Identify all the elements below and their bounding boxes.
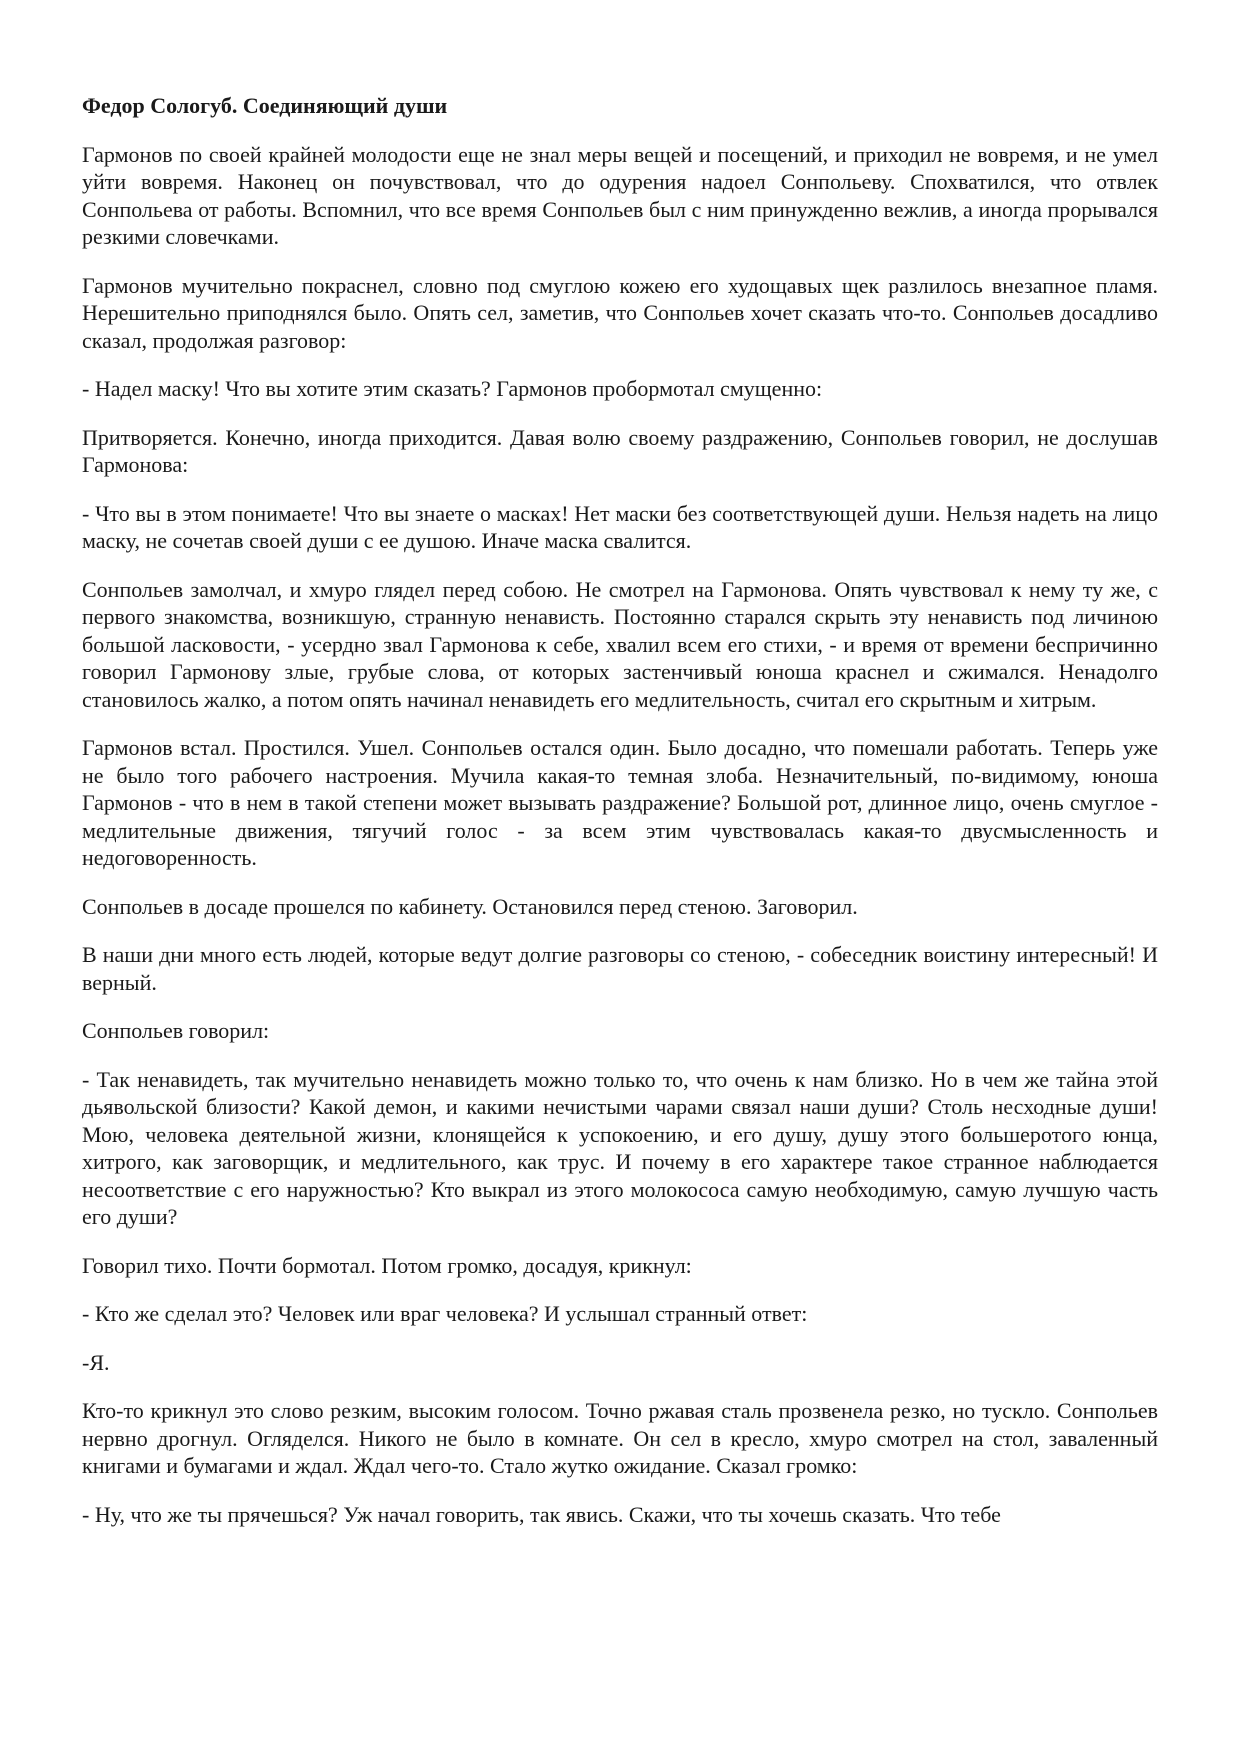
paragraph-4: Притворяется. Конечно, иногда приходится. Давая волю своему раздражению, Сонпольев говорил, не дослушав Гармонова:	[82, 424, 1158, 477]
paragraph-1: Гармонов по своей крайней молодости еще не знал меры вещей и посещений, и приходил не вовремя, и не умел уйти вовремя. Наконец он почувствовал, что до одурения надоел Сонпольеву. Спохватился, что отвлек Сонпольева от работы. Вспомнил, что все время Сонпольев был с ним принужденно вежлив, а иногда прорывался резкими словечками.	[82, 141, 1158, 249]
paragraph-15: Кто-то крикнул это слово резким, высоким голосом. Точно ржавая сталь прозвенела резко, но тускло. Сонпольев нервно дрогнул. Огляделся. Никого не было в комнате. Он сел в кресло, хмуро смотрел на стол, заваленный книгами и бумагами и ждал. Ждал чего-то. Стало жутко ожидание. Сказал громко:	[82, 1398, 1158, 1478]
paragraph-10: Сонпольев говорил:	[82, 1018, 270, 1043]
paragraph-11: - Так ненавидеть, так мучительно ненавидеть можно только то, что очень к нам близко. Но в чем же тайна этой дьявольской близости? Какой демон, и какими нечистыми чарами связал наши души? Столь несходные души! Мою, человека деятельной жизни, клонящейся к успокоению, и его душу, душу этого большеротого юнца, хитрого, как заговорщик, и медлительного, как трус. И почему в его характере такое странное наблюдается несоответствие с его наружностью? Кто выкрал из этого молокососа самую необходимую, самую лучшую часть его души?	[82, 1066, 1158, 1229]
paragraph-12: Говорил тихо. Почти бормотал. Потом громко, досадуя, крикнул:	[82, 1252, 692, 1278]
paragraph-5: - Что вы в этом понимаете! Что вы знаете о масках! Нет маски без соответствующей души. Нельзя надеть на лицо маску, не сочетав своей души с ее душою. Иначе маска свалится.	[82, 500, 1158, 553]
paragraph-13: - Кто же сделал это? Человек или враг человека? И услышал странный ответ:	[82, 1301, 808, 1326]
paragraph-7: Гармонов встал. Простился. Ушел. Сонпольев остался один. Было досадно, что помешали работать. Теперь уже не было того рабочего настроения. Мучила какая-то темная злоба. Незначительный, по-видимому, юноша Гармонов - что в нем в такой степени может вызывать раздражение? Большой рот, длинное лицо, очень смуглое - медлительные движения, тягучий голос - за всем этим чувствовалась какая-то двусмысленность и недоговоренность.	[82, 735, 1158, 870]
paragraph-16: - Ну, что же ты прячешься? Уж начал говорить, так явись. Скажи, что ты хочешь сказать. Что тебе	[82, 1501, 1001, 1527]
paragraph-2: Гармонов мучительно покраснел, словно под смуглою кожею его худощавых щек разлилось внезапное пламя. Нерешительно приподнялся было. Опять сел, заметив, что Сонпольев хочет сказать что-то. Сонпольев досадливо сказал, продолжая разговор:	[82, 272, 1158, 353]
paragraph-3: - Надел маску! Что вы хотите этим сказать? Гармонов пробормотал смущенно:	[82, 376, 823, 401]
paragraph-6: Сонпольев замолчал, и хмуро глядел перед собою. Не смотрел на Гармонова. Опять чувствовал к нему ту же, с первого знакомства, возникшую, странную ненависть. Постоянно старался скрыть эту ненависть под личиною большой ласковости, - усердно звал Гармонова к себе, хвалил всем его стихи, - и время от времени беспричинно говорил Гармонову злые, грубые слова, от которых застенчивый юноша краснел и сжимался. Ненадолго становилось жалко, а потом опять начинал ненавидеть его медлительность, считал его скрытным и хитрым.	[82, 576, 1158, 712]
paragraph-14: -Я.	[82, 1349, 110, 1375]
document-title: Федор Сологуб. Соединяющий души	[82, 93, 448, 118]
document-page	[82, 92, 1158, 1549]
paragraph-8: Сонпольев в досаде прошелся по кабинету. Остановился перед стеною. Заговорил.	[82, 893, 858, 919]
paragraph-9: В наши дни много есть людей, которые ведут долгие разговоры со стеною, - собеседник воистину интересный! И верный.	[82, 942, 1158, 995]
